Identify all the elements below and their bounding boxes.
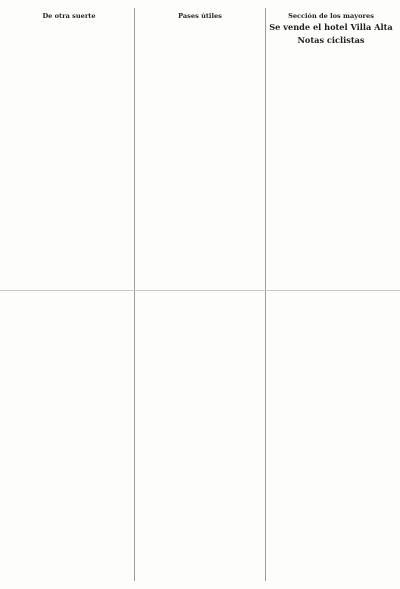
column-3-lower — [268, 302, 394, 581]
ad-heading: Se vende el hotel Villa Alta — [269, 22, 393, 33]
section-heading: Notas ciclistas — [297, 34, 365, 45]
column-1-lower — [6, 302, 132, 581]
section-separator — [0, 290, 400, 291]
section-heading: Pases útiles — [178, 12, 222, 20]
page-header — [0, 0, 400, 8]
column-2-lower — [137, 302, 263, 581]
section-heading: De otra suerte — [42, 12, 96, 20]
bottom-page-header — [0, 292, 400, 300]
section-heading: Sección de los mayores — [288, 12, 374, 20]
